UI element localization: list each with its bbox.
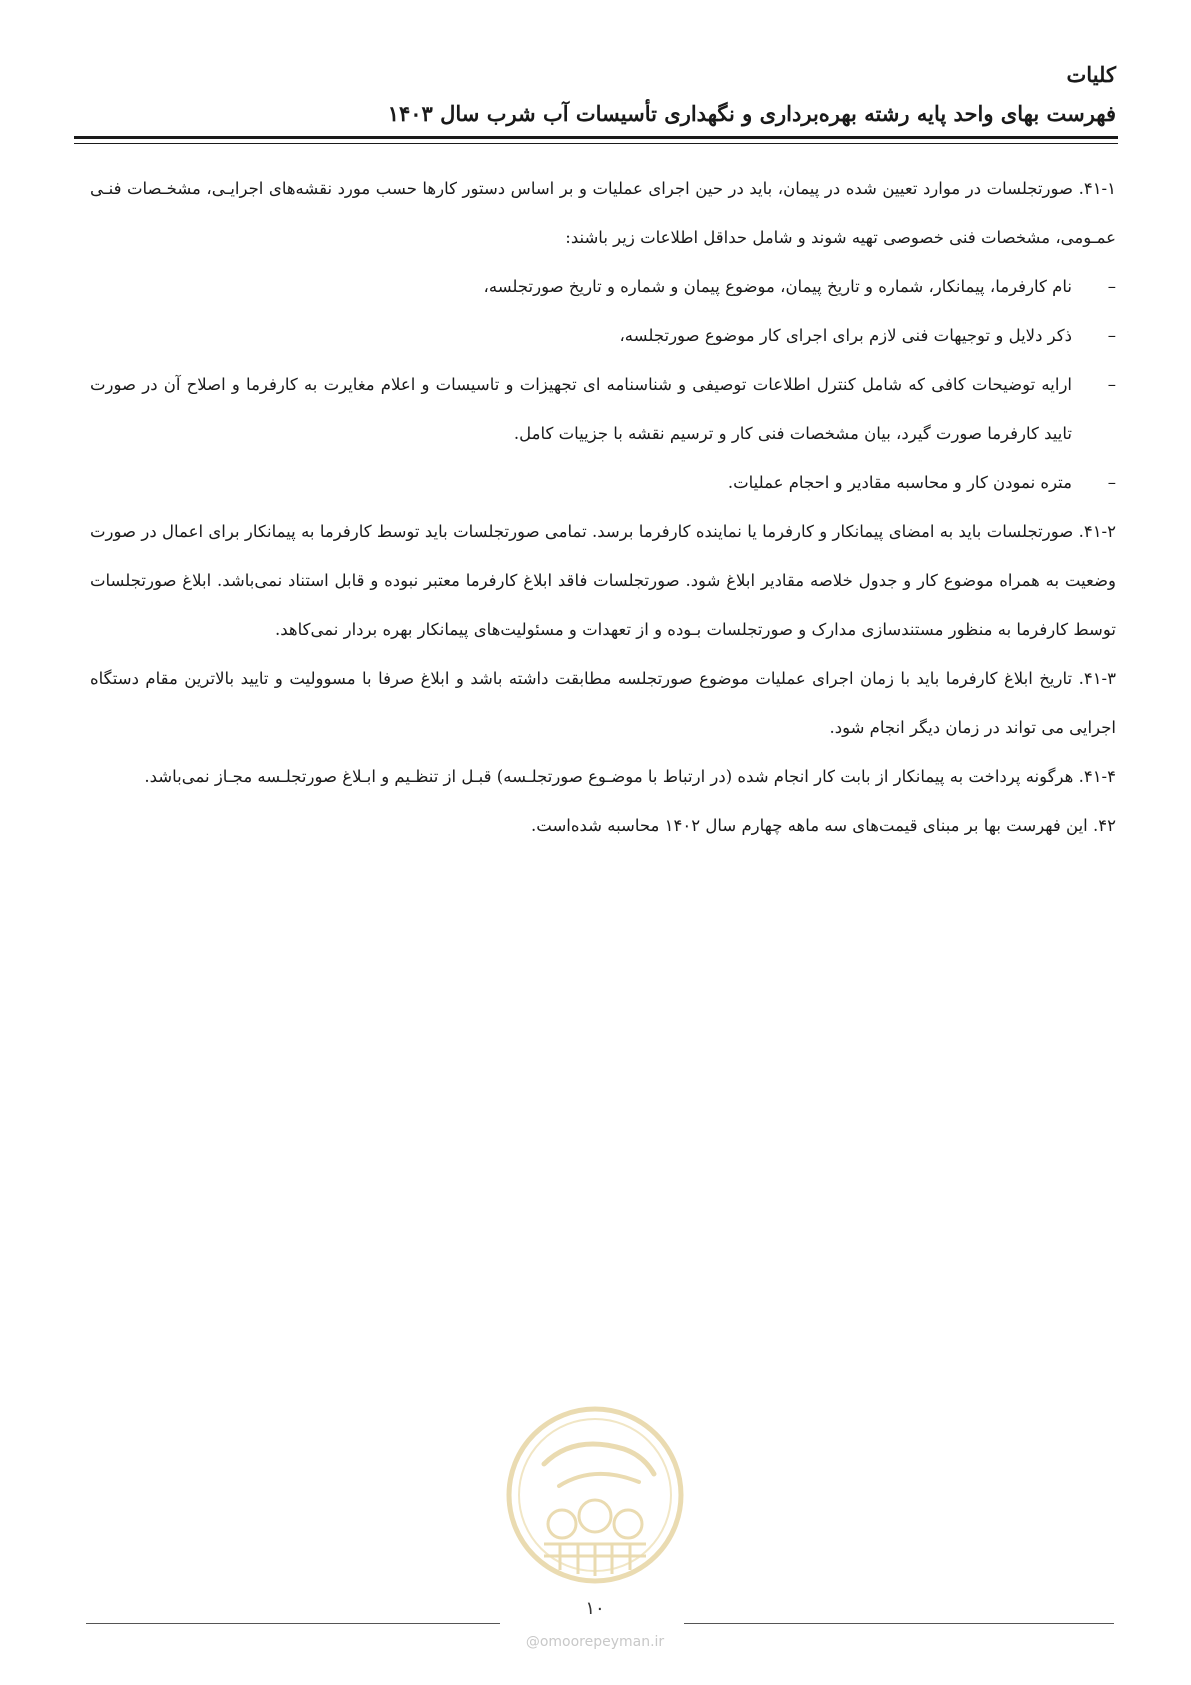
seal-icon: [504, 1404, 686, 1586]
bullet-dash: –: [1107, 277, 1116, 296]
paragraph-42: ۴۲. این فهرست بها بر مبنای قیمت‌های سه ماهه چهارم سال ۱۴۰۲ محاسبه شده‌است.: [531, 816, 1116, 835]
bullet-item: [90, 262, 1116, 311]
bullet-text: متره نمودن کار و محاسبه مقادیر و احجام عملیات.: [727, 473, 1072, 492]
bullet-dash: –: [1107, 375, 1116, 394]
footer-line-right: [684, 1623, 1114, 1624]
bullet-item: [90, 458, 1116, 507]
header-rule-thick: [74, 136, 1118, 139]
bullet-item: [90, 360, 1116, 458]
header-rule-thin: [74, 143, 1118, 144]
body-content: [90, 164, 1116, 850]
paragraph-41-3: ۴۱-۳. تاریخ ابلاغ کارفرما باید با زمان اجرای عملیات موضوع صورتجلسه مطابقت داشته باشد و ابلاغ صرفا با مسوولیت و تایید بالاترین مقام دستگاه اجرایی می تواند در زمان دیگر انجام شود.: [90, 669, 1116, 737]
paragraph-41-4: ۴۱-۴. هرگونه پرداخت به پیمانکار از بابت کار انجام شده (در ارتباط با موضـوع صورتجلـسه) قبـل از تنظـیم و ابـلاغ صورتجلـسه مجـاز نمی‌باشد.: [144, 767, 1116, 786]
document-title: فهرست بهای واحد پایه رشته بهره‌برداری و نگهداری تأسیسات آب شرب سال ۱۴۰۳: [387, 101, 1116, 126]
bullet-text: ارایه توضیحات کافی که شامل کنترل اطلاعات توصیفی و شناسنامه ای تجهیزات و تاسیسات و اعلام مغایرت به کارفرما و اصلاح آن در صورت تایید کارفرما صورت گیرد، بیان مشخصات فنی کار و ترسیم نقشه با جزییات کامل.: [90, 375, 1072, 443]
bullet-dash: –: [1107, 326, 1116, 345]
watermark-logo: [504, 1404, 686, 1586]
paragraph-41-1: ۴۱-۱. صورتجلسات در موارد تعیین شده در پیمان، باید در حین اجرای عملیات و بر اساس دستور کارها حسب مورد نقشه‌های اجرایـی، مشخـصات فنـی عمـومی، مشخصات فنی خصوصی تهیه شوند و شامل حداقل اطلاعات زیر باشند:: [90, 179, 1116, 247]
paragraph-41-2: ۴۱-۲. صورتجلسات باید به امضای پیمانکار و کارفرما یا نماینده کارفرما برسد. تمامی صورتجلسات باید توسط کارفرما به پیمانکار برای اعمال در صورت وضعیت به همراه موضوع کار و جدول خلاصه مقادیر ابلاغ شود. صورتجلسات فاقد ابلاغ کارفرما معتبر نبوده و قابل استناد نمی‌باشد. ابلاغ صورتجلسات توسط کارفرما به منظور مستندسازی مدارک و صورتجلسات بـوده و از تعهدات و مسئولیت‌های پیمانکار بهره بردار نمی‌کاهد.: [90, 522, 1116, 639]
site-watermark-text: @omoorepeyman.ir: [525, 1634, 665, 1650]
bullet-dash: –: [1107, 473, 1116, 492]
bullet-text: ذکر دلایل و توجیهات فنی لازم برای اجرای کار موضوع صورتجلسه،: [619, 326, 1072, 345]
page-number: ۱۰: [585, 1598, 605, 1619]
footer-line-left: [86, 1623, 500, 1624]
section-title: کلیات: [1066, 62, 1116, 87]
bullet-text: نام کارفرما، پیمانکار، شماره و تاریخ پیمان، موضوع پیمان و شماره و تاریخ صورتجلسه،: [483, 277, 1072, 296]
page-header: [76, 58, 1116, 134]
bullet-item: [90, 311, 1116, 360]
